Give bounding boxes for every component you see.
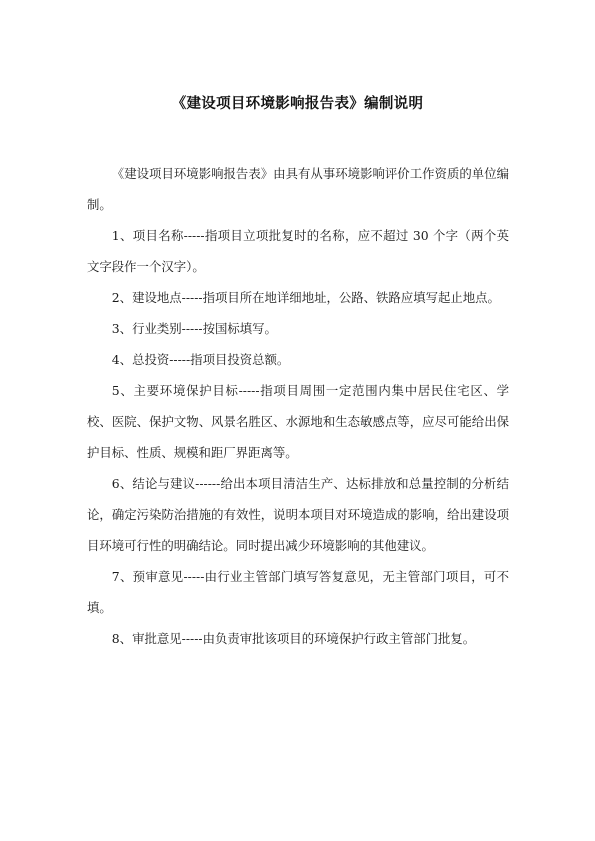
paragraph-item-5: 5、主要环境保护目标-----指项目周围一定范围内集中居民住宅区、学校、医院、保护文物、风景名胜区、水源地和生态敏感点等，应尽可能给出保护目标、性质、规模和距厂界距离等。 <box>87 383 509 460</box>
paragraph-item-6: 6、结论与建议------给出本项目清洁生产、达标排放和总量控制的分析结论，确定污染防治措施的有效性，说明本项目对环境造成的影响，给出建设项目环境可行性的明确结论。同时提出减少环境影响的其他建议。 <box>87 476 509 553</box>
paragraph-item-3: 3、行业类别-----按国标填写。 <box>111 321 277 336</box>
paragraph-item-8: 8、审批意见-----由负责审批该项目的环境保护行政主管部门批复。 <box>111 631 476 646</box>
paragraph-item-4: 4、总投资-----指项目投资总额。 <box>111 352 290 367</box>
paragraph-item-2: 2、建设地点-----指项目所在地详细地址，公路、铁路应填写起止地点。 <box>111 290 500 305</box>
document-title: 《建设项目环境影响报告表》编制说明 <box>171 96 424 112</box>
paragraph-item-7: 7、预审意见-----由行业主管部门填写答复意见，无主管部门项目，可不填。 <box>87 569 509 615</box>
paragraph-intro: 《建设项目环境影响报告表》由具有从事环境影响评价工作资质的单位编制。 <box>87 166 509 212</box>
document-body <box>87 158 509 654</box>
paragraph-item-1: 1、项目名称-----指项目立项批复时的名称，应不超过 30 个字（两个英文字段作一个汉字）。 <box>87 228 509 274</box>
